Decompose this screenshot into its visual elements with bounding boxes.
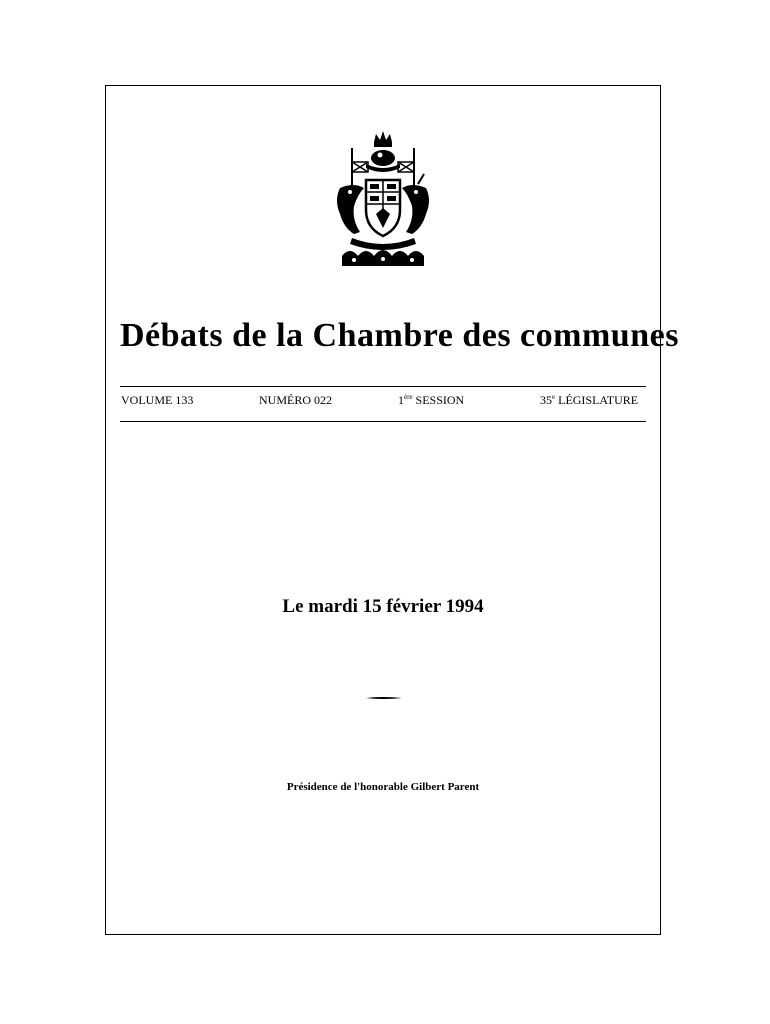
session-number: 1 bbox=[398, 393, 404, 407]
volume-label: VOLUME 133 bbox=[121, 393, 194, 407]
legislature-label bbox=[540, 393, 638, 408]
supporter-unicorn-icon bbox=[402, 174, 429, 234]
motto-ribbon-icon bbox=[350, 238, 416, 250]
coat-of-arms-emblem bbox=[330, 128, 436, 270]
header-rule-top bbox=[120, 386, 646, 387]
divider-ornament bbox=[366, 696, 402, 700]
legislature-suffix: e bbox=[552, 393, 556, 401]
session-text: SESSION bbox=[412, 393, 465, 407]
sitting-date: Le mardi 15 février 1994 bbox=[282, 596, 484, 617]
presidence-line: Présidence de l'honorable Gilbert Parent bbox=[286, 781, 480, 793]
legislature-number: 35 bbox=[540, 393, 552, 407]
floral-compartment-icon bbox=[342, 250, 424, 266]
legislature-text: LÉGISLATURE bbox=[555, 393, 639, 407]
supporter-lion-icon bbox=[337, 185, 364, 234]
shield-icon bbox=[366, 180, 400, 236]
crest-lion-icon bbox=[366, 150, 400, 172]
numero-label: NUMÉRO 022 bbox=[259, 393, 333, 407]
session-suffix: ère bbox=[404, 393, 413, 401]
session-label bbox=[398, 393, 464, 408]
header-rule-bottom bbox=[120, 421, 646, 422]
crown-icon bbox=[374, 131, 392, 147]
publication-title: Débats de la Chambre des communes bbox=[120, 317, 679, 354]
